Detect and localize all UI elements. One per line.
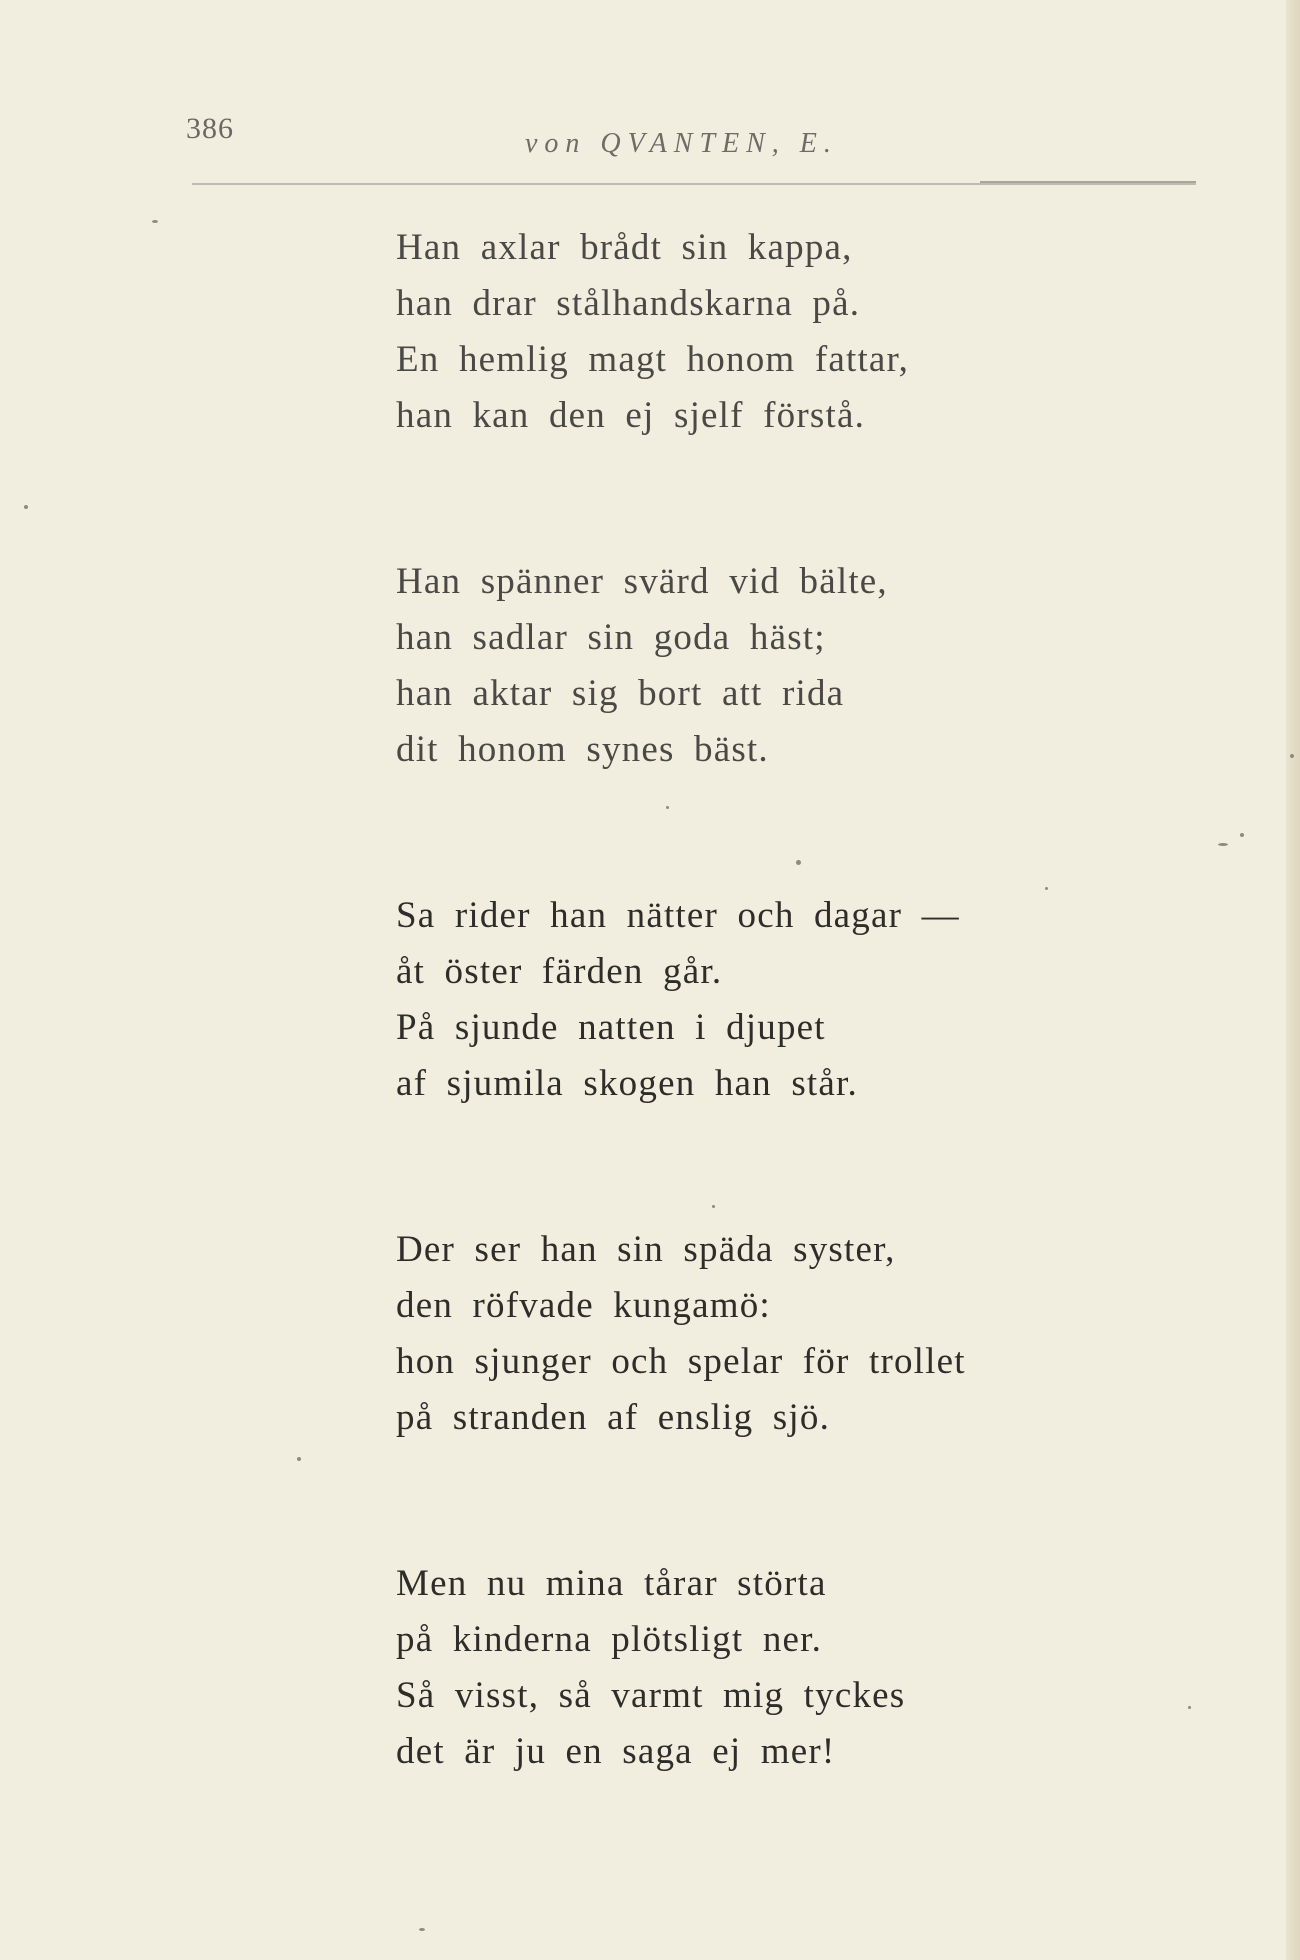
poem-line: han drar stålhandskarna på. (396, 283, 861, 324)
stanza-4 (396, 1222, 1096, 1446)
poem-line: han kan den ej sjelf förstå. (396, 395, 866, 436)
paper-speck (419, 1928, 425, 1931)
poem-line: hon sjunger och spelar för trollet (396, 1341, 966, 1382)
poem-line: på kinderna plötsligt ner. (396, 1619, 823, 1660)
poem-line: dit honom synes bäst. (396, 729, 769, 770)
poem-line: Han spänner svärd vid bälte, (396, 561, 888, 602)
poem-line: på stranden af enslig sjö. (396, 1397, 831, 1438)
paper-speck (1045, 887, 1048, 890)
poem-line: han aktar sig bort att rida (396, 673, 845, 714)
header-rule (192, 183, 1196, 185)
poem-line: den röfvade kungamö: (396, 1285, 771, 1326)
paper-speck (712, 1205, 715, 1208)
stanza-5 (396, 1556, 1096, 1780)
paper-speck (1290, 754, 1294, 758)
header-rule-accent (980, 181, 1196, 183)
poem-line: Der ser han sin späda syster, (396, 1229, 896, 1270)
poem-line: Men nu mina tårar störta (396, 1563, 827, 1604)
paper-speck (297, 1457, 301, 1461)
poem-line: Sa rider han nätter och dagar — (396, 895, 960, 936)
poem-line: åt öster färden går. (396, 951, 723, 992)
paper-speck (24, 505, 28, 509)
poem-line: På sjunde natten i djupet (396, 1007, 826, 1048)
poem-line: En hemlig magt honom fattar, (396, 339, 910, 380)
running-head: von QVANTEN, E. (525, 128, 838, 159)
paper-speck (796, 860, 801, 865)
poem-line: han sadlar sin goda häst; (396, 617, 826, 658)
paper-speck (1188, 1706, 1191, 1709)
page-edge (1286, 0, 1300, 1960)
paper-speck (1218, 843, 1228, 846)
stanza-3 (396, 888, 1096, 1112)
stanza-2 (396, 554, 1096, 778)
page-number: 386 (186, 112, 234, 145)
poem-line: af sjumila skogen han står. (396, 1063, 858, 1104)
poem-line: det är ju en saga ej mer! (396, 1731, 836, 1772)
paper-speck (1240, 833, 1244, 837)
paper-speck (152, 220, 158, 223)
stanza-1 (396, 220, 1096, 444)
paper-speck (666, 806, 669, 809)
poem-line: Han axlar brådt sin kappa, (396, 227, 853, 268)
poem-line: Så visst, så varmt mig tyckes (396, 1675, 906, 1716)
